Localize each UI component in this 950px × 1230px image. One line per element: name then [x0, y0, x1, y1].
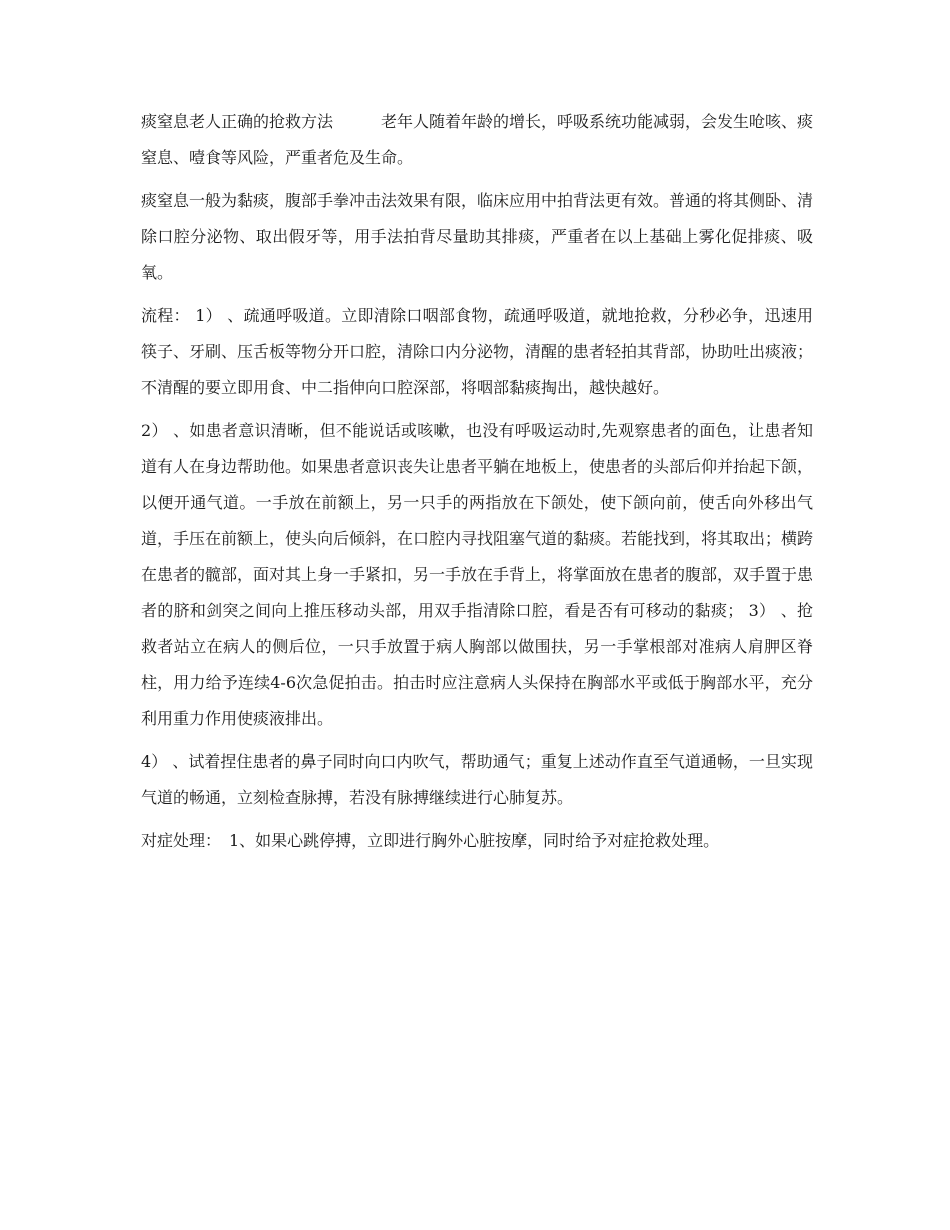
paragraph-step-4: 4） 、试着捏住患者的鼻子同时向口内吹气，帮助通气；重复上述动作直至气道通畅，一旦实现气道的畅通，立刻检查脉搏，若没有脉搏继续进行心肺复苏。 — [141, 752, 813, 807]
paragraph-step-1: 流程： 1） 、疏通呼吸道。立即清除口咽部食物，疏通呼吸道，就地抢救，分秒必争，迅速用筷子、牙刷、压舌板等物分开口腔，清除口内分泌物，清醒的患者轻拍其背部，协助吐出痰液；不清醒的要立即用食、中二指伸向口腔深部，将咽部黏痰掏出，越快越好。 — [141, 306, 814, 397]
document-body — [141, 104, 813, 866]
paragraph-overview: 痰窒息一般为黏痰，腹部手拳冲击法效果有限，临床应用中拍背法更有效。普通的将其侧卧、清除口腔分泌物、取出假牙等，用手法拍背尽量助其排痰，严重者在以上基础上雾化促排痰、吸氧。 — [141, 191, 814, 282]
paragraph-intro: 痰窒息老人正确的抢救方法 老年人随着年龄的增长，呼吸系统功能减弱，会发生呛咳、痰窒息、噎食等风险，严重者危及生命。 — [141, 112, 814, 167]
paragraph-symptomatic-treatment: 对症处理： 1、如果心跳停搏，立即进行胸外心脏按摩，同时给予对症抢救处理。 — [141, 831, 720, 850]
paragraph-step-2-3: 2） 、如患者意识清晰，但不能说话或咳嗽，也没有呼吸运动时,先观察患者的面色，让患者知道有人在身边帮助他。如果患者意识丧失让患者平躺在地板上，使患者的头部后仰并抬起下颌，以便开通气道。一手放在前额上，另一只手的两指放在下颌处，使下颌向前，使舌向外移出气道，手压在前额上，使头向后倾斜，在口腔内寻找阻塞气道的黏痰。若能找到，将其取出；横跨在患者的髋部，面对其上身一手紧扣，另一手放在手背上，将掌面放在患者的腹部，双手置于患者的脐和剑突之间向上推压移动头部，用双手指清除口腔，看是否有可移动的黏痰； 3） 、抢救者站立在病人的侧后位，一只手放置于病人胸部以做围扶，另一手掌根部对准病人肩胛区脊柱，用力给予连续4-6次急促拍击。拍击时应注意病人头保持在胸部水平或低于胸部水平，充分利用重力作用使痰液排出。 — [141, 421, 814, 728]
